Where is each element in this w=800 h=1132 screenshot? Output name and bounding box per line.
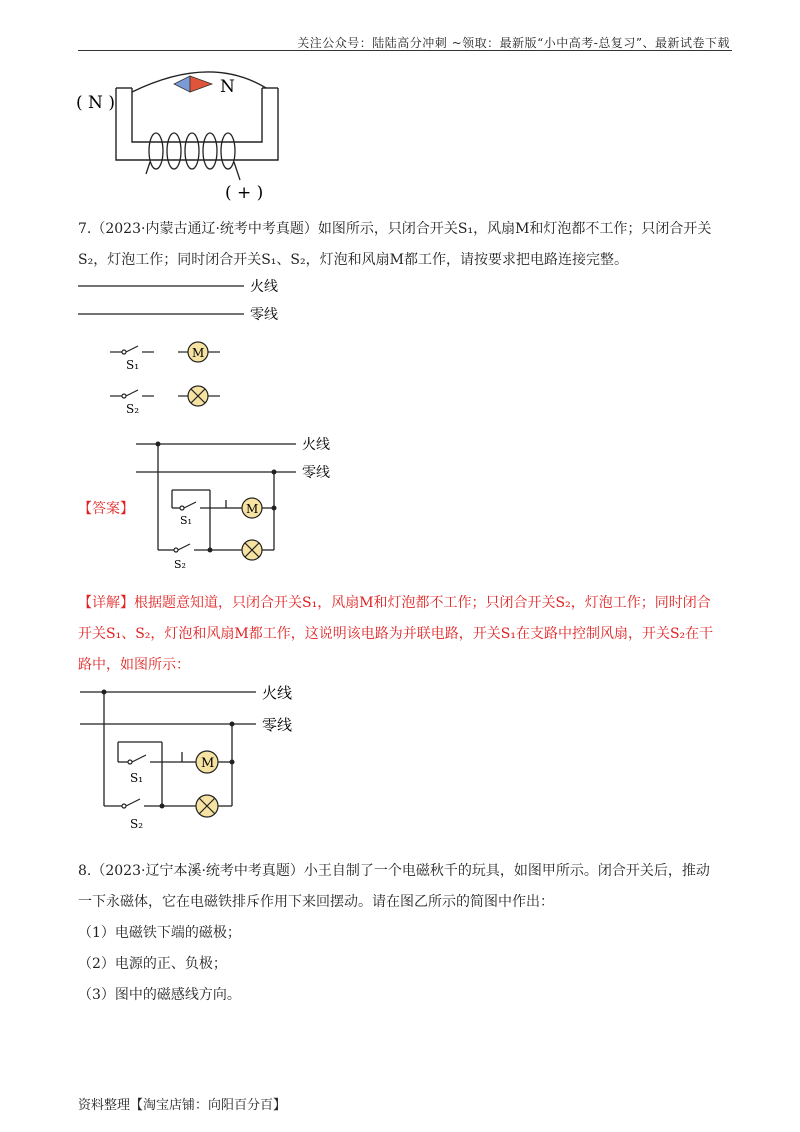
magnet-red bbox=[190, 76, 212, 92]
q8-item-3: （3）图中的磁感线方向。 bbox=[78, 987, 241, 1003]
terminal-label: ( + ) bbox=[225, 183, 264, 203]
q8-source: （2023·辽宁本溪·统考中考真题） bbox=[91, 863, 304, 879]
core-outer bbox=[116, 88, 278, 160]
q8-number: 8. bbox=[78, 863, 92, 879]
q7-number: 7. bbox=[78, 221, 92, 237]
explain-text-1: 根据题意知道，只闭合开关S₁，风扇M和灯泡都不工作；只闭合开关S₂，灯泡工作；同时闭合 bbox=[134, 595, 711, 611]
ans-lamp bbox=[242, 540, 262, 560]
q8-item-2: （2）电源的正、负极； bbox=[78, 956, 227, 972]
answer-figure bbox=[130, 430, 370, 580]
page-header: 关注公众号：陆陆高分冲刺 ~领取：最新版“小中高考-总复习”、最新试卷下载 bbox=[297, 36, 730, 50]
answer-label: 【答案】 bbox=[78, 501, 134, 517]
header-divider bbox=[78, 50, 732, 51]
q8-text-1: 小王自制了一个电磁秋千的玩具，如图甲所示。闭合开关后，推动 bbox=[303, 863, 710, 879]
q7-s2-label: S₂ bbox=[126, 402, 140, 416]
q8-text-2: 一下永磁体，它在电磁铁排斥作用下来回摆动。请在图乙所示的简图中作出： bbox=[78, 894, 554, 910]
ans-motor-label: M bbox=[246, 502, 259, 516]
explain-text-3: 路中，如图所示： bbox=[78, 657, 190, 673]
left-pole-label: ( N ) bbox=[76, 93, 115, 113]
page-footer: 资料整理【淘宝店铺：向阳百分百】 bbox=[78, 1098, 287, 1113]
exp-s1-label: S₁ bbox=[130, 771, 144, 785]
q7-text-1: 如图所示，只闭合开关S₁，风扇M和灯泡都不工作；只闭合开关 bbox=[317, 221, 712, 237]
coil bbox=[149, 133, 235, 169]
q7-lamp bbox=[188, 386, 208, 406]
electromagnet-figure bbox=[70, 62, 300, 212]
core-inner bbox=[132, 88, 262, 142]
ans-neutral-label: 零线 bbox=[302, 465, 330, 481]
ans-live-label: 火线 bbox=[302, 437, 330, 453]
magnet-blue bbox=[174, 76, 190, 92]
explain-line1 bbox=[78, 588, 738, 619]
explain-label: 【详解】 bbox=[78, 595, 134, 611]
q7-motor-label: M bbox=[192, 346, 205, 360]
ans-s2-label: S₂ bbox=[174, 558, 186, 571]
q7-neutral-label: 零线 bbox=[250, 307, 278, 323]
q8-item-1: （1）电磁铁下端的磁极； bbox=[78, 925, 241, 941]
exp-motor-label: M bbox=[201, 756, 215, 771]
exp-neutral-label: 零线 bbox=[262, 716, 293, 734]
explain-text-2: 开关S₁、S₂，灯泡和风扇M都工作，这说明该电路为并联电路，开关S₁在支路中控制风扇，开关S₂在干 bbox=[78, 626, 714, 642]
q8-line1 bbox=[78, 856, 738, 887]
q7-switch-s2 bbox=[110, 390, 154, 398]
ans-s1-label: S₁ bbox=[180, 514, 192, 527]
exp-s2-label: S₂ bbox=[130, 817, 144, 831]
q7-figure bbox=[70, 272, 310, 422]
q7-live-label: 火线 bbox=[250, 279, 278, 295]
exp-live-label: 火线 bbox=[262, 684, 293, 702]
coil-lead-right bbox=[234, 162, 240, 180]
q7-line1 bbox=[78, 214, 738, 245]
q7-switch-s1 bbox=[110, 346, 154, 354]
coil-lead-left bbox=[146, 162, 150, 174]
q7-source: （2023·内蒙古通辽·统考中考真题） bbox=[91, 221, 318, 237]
q7-text-2: S₂，灯泡工作；同时闭合开关S₁、S₂，灯泡和风扇M都工作，请按要求把电路连接完整。 bbox=[78, 252, 628, 268]
q7-s1-label: S₁ bbox=[126, 358, 140, 372]
explain-figure bbox=[74, 678, 334, 838]
magnet-pole-label: N bbox=[220, 77, 235, 97]
exp-lamp bbox=[196, 795, 218, 817]
